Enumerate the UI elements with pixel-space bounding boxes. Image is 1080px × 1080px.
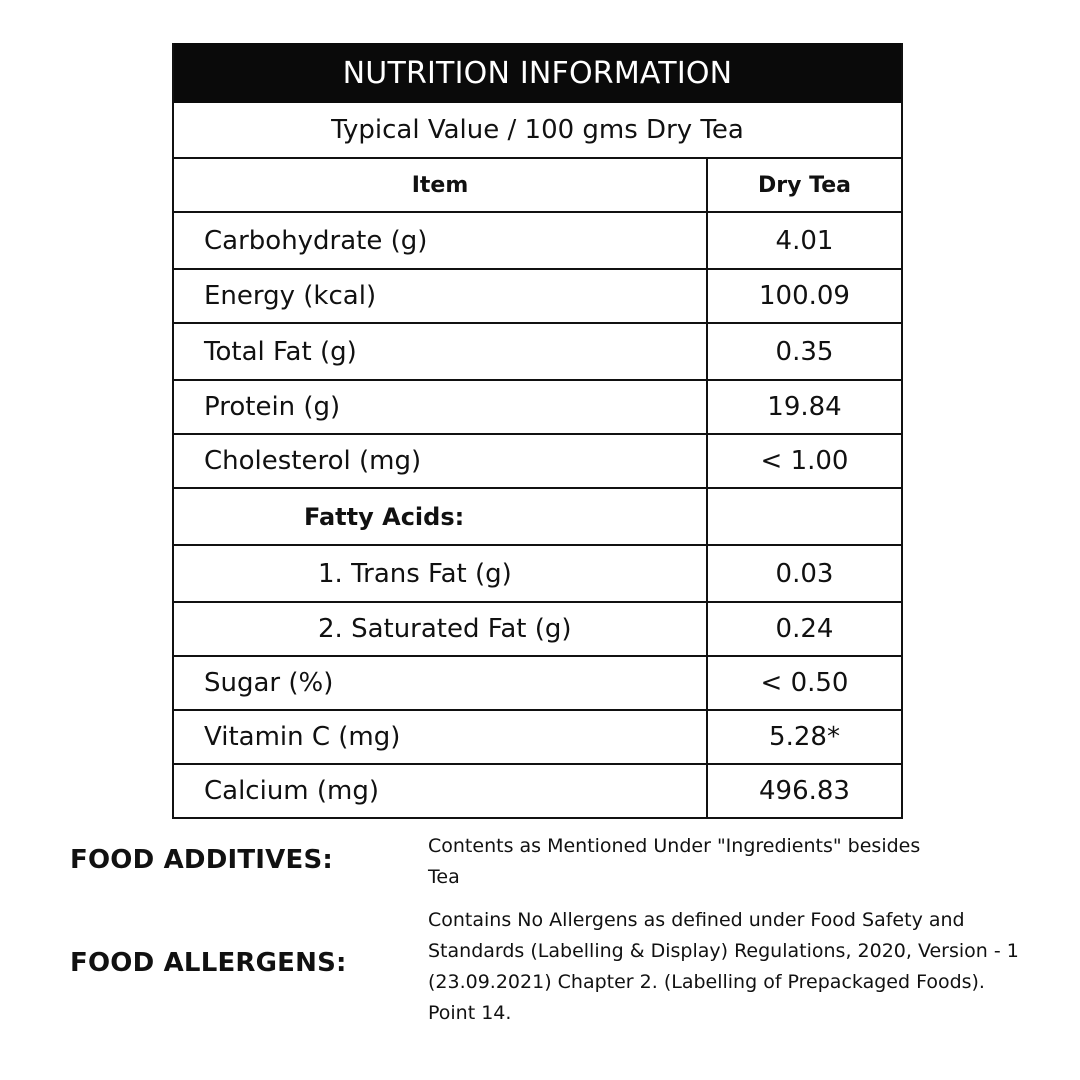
panel-subtitle: Typical Value / 100 gms Dry Tea (174, 103, 901, 159)
table-row (174, 380, 901, 434)
table-row-section (174, 488, 901, 545)
row-label: Vitamin C (mg) (174, 710, 707, 764)
row-label: Carbohydrate (g) (174, 212, 707, 269)
nutrition-panel (172, 43, 903, 819)
row-label: Calcium (mg) (174, 764, 707, 817)
row-label: 2. Saturated Fat (g) (174, 602, 707, 656)
section-heading-fatty-acids: Fatty Acids: (174, 488, 707, 545)
table-row (174, 764, 901, 817)
table-row (174, 269, 901, 323)
column-header-dry-tea: Dry Tea (707, 159, 901, 212)
table-row (174, 545, 901, 602)
table-row (174, 212, 901, 269)
row-value (707, 488, 901, 545)
row-value: 496.83 (707, 764, 901, 817)
row-value: 0.24 (707, 602, 901, 656)
table-row (174, 656, 901, 710)
food-allergens-label: FOOD ALLERGENS: (70, 948, 347, 978)
row-value: 4.01 (707, 212, 901, 269)
panel-title: NUTRITION INFORMATION (174, 43, 901, 103)
table-row (174, 602, 901, 656)
nutrition-table (174, 159, 901, 817)
table-header-row (174, 159, 901, 212)
row-label: Energy (kcal) (174, 269, 707, 323)
row-label: 1. Trans Fat (g) (174, 545, 707, 602)
food-additives-label: FOOD ADDITIVES: (70, 845, 333, 875)
row-label: Total Fat (g) (174, 323, 707, 380)
table-row (174, 434, 901, 488)
food-additives-text: Contents as Mentioned Under "Ingredients" besides Tea (428, 835, 921, 888)
row-label: Protein (g) (174, 380, 707, 434)
table-row (174, 323, 901, 380)
row-value: 0.35 (707, 323, 901, 380)
food-allergens-text: Contains No Allergens as defined under Food Safety and Standards (Labelling & Display) Regulations, 2020, Version - 1 (23.09.2021) Chapter 2. (Labelling of Prepackaged Foods). Point 14. (428, 909, 1019, 1024)
row-value: < 0.50 (707, 656, 901, 710)
row-label: Cholesterol (mg) (174, 434, 707, 488)
row-value: < 1.00 (707, 434, 901, 488)
row-value: 19.84 (707, 380, 901, 434)
table-row (174, 710, 901, 764)
row-value: 5.28* (707, 710, 901, 764)
column-header-item: Item (411, 172, 469, 198)
row-value: 0.03 (707, 545, 901, 602)
row-label: Sugar (%) (174, 656, 707, 710)
row-value: 100.09 (707, 269, 901, 323)
